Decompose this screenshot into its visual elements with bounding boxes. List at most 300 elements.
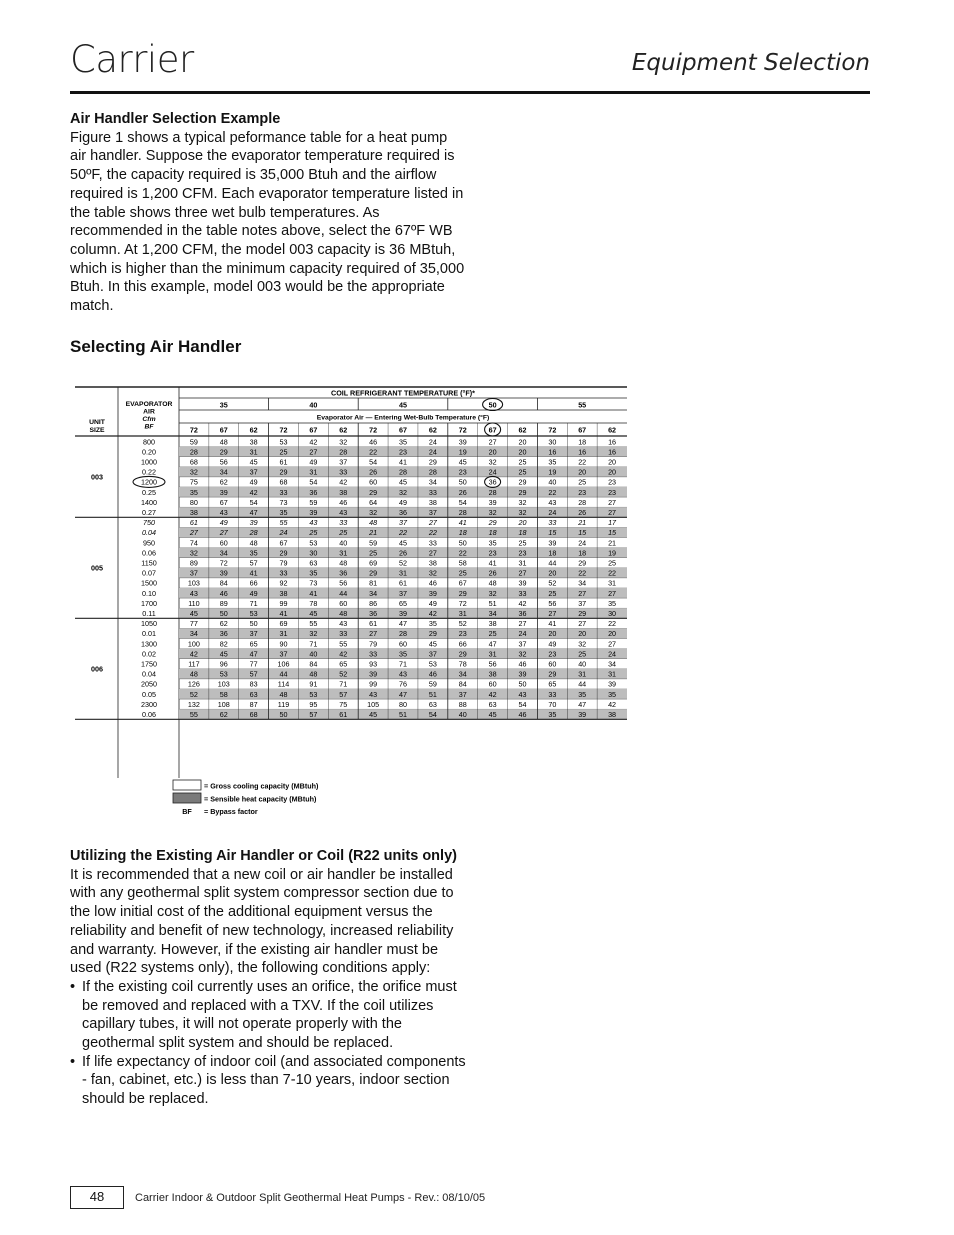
gross-capacity-cell: 50 xyxy=(458,477,467,487)
sensible-capacity-cell: 43 xyxy=(339,508,348,517)
gross-capacity-cell: 33 xyxy=(428,538,437,548)
gross-capacity-cell: 34 xyxy=(608,659,617,669)
gross-capacity-cell: 69 xyxy=(369,558,378,568)
gross-capacity-cell: 95 xyxy=(309,699,318,709)
sensible-capacity-cell: 38 xyxy=(189,508,198,517)
sensible-capacity-cell: 18 xyxy=(518,528,527,538)
gross-capacity-cell: 61 xyxy=(189,518,198,528)
unit-size: 003 xyxy=(91,472,103,482)
sensible-capacity-cell: 37 xyxy=(428,649,437,659)
sensible-capacity-cell: 41 xyxy=(249,568,258,578)
gross-capacity-cell: 52 xyxy=(399,558,407,568)
sensible-capacity-cell: 48 xyxy=(339,609,348,618)
gross-capacity-cell: 39 xyxy=(458,437,467,447)
sensible-capacity-cell: 20 xyxy=(608,629,617,639)
gross-capacity-cell: 29 xyxy=(578,558,587,568)
gross-capacity-cell: 18 xyxy=(578,437,587,447)
sensible-capacity-cell: 27 xyxy=(189,528,198,538)
gross-capacity-cell: 52 xyxy=(458,619,467,629)
gross-capacity-cell: 39 xyxy=(608,679,617,689)
gross-capacity-cell: 42 xyxy=(339,477,348,487)
sensible-capacity-cell: 31 xyxy=(249,447,258,457)
sensible-capacity-cell: 43 xyxy=(189,588,198,598)
bullet-text: If the existing coil currently uses an orifice, the orifice must be removed and replaced with a TXV. If the coil utilizes capillary tubes, it will not operate properly with the geothermal split system and should be replaced. xyxy=(82,978,457,1052)
sensible-capacity-cell: 18 xyxy=(548,548,557,558)
gross-capacity-cell: 73 xyxy=(279,497,288,507)
wetbulb-col-header: 72 xyxy=(548,425,557,435)
gross-capacity-cell: 20 xyxy=(518,437,527,447)
sensible-capacity-cell: 42 xyxy=(339,649,348,659)
gross-capacity-cell: 37 xyxy=(578,598,587,608)
sensible-capacity-cell: 29 xyxy=(279,548,288,558)
sensible-capacity-cell: 37 xyxy=(399,588,407,598)
existing-body: It is recommended that a new coil or air handler be installed with any geothermal split system compressor section due to the low initial cost of the additional equipment versus the reliability and benefit of new technology, increased reliability and warranty. However, if the existing air handler must be used (R22 systems only), the following conditions apply: xyxy=(70,866,454,977)
sensible-capacity-cell: 32 xyxy=(399,487,407,497)
gross-capacity-cell: 69 xyxy=(279,619,288,629)
sensible-capacity-cell: 30 xyxy=(309,548,318,558)
sensible-capacity-cell: 28 xyxy=(428,467,437,477)
gross-capacity-cell: 22 xyxy=(578,457,587,467)
sensible-capacity-cell: 26 xyxy=(578,508,587,517)
sensible-capacity-cell: 28 xyxy=(458,508,467,517)
sensible-capacity-cell: 20 xyxy=(578,467,587,477)
unit-header: SIZE xyxy=(89,427,105,434)
cfm-value: 1000 xyxy=(141,457,157,467)
sensible-capacity-cell: 32 xyxy=(369,508,378,517)
gross-capacity-cell: 35 xyxy=(608,598,617,608)
gross-capacity-cell: 87 xyxy=(249,699,258,709)
gross-capacity-cell: 58 xyxy=(458,558,467,568)
gross-capacity-cell: 46 xyxy=(428,578,437,588)
sensible-capacity-cell: 23 xyxy=(518,548,527,558)
gross-capacity-cell: 60 xyxy=(339,598,348,608)
wetbulb-col-header: 67 xyxy=(219,425,228,435)
sensible-capacity-cell: 28 xyxy=(189,447,198,457)
gross-capacity-cell: 17 xyxy=(608,518,617,528)
sensible-capacity-cell: 57 xyxy=(309,710,318,719)
gross-capacity-cell: 40 xyxy=(548,477,557,487)
sensible-capacity-cell: 28 xyxy=(249,528,258,538)
sensible-capacity-cell: 28 xyxy=(488,487,497,497)
existing-air-handler-section xyxy=(70,847,470,1109)
cfm-value: 750 xyxy=(143,518,155,528)
sensible-capacity-cell: 45 xyxy=(309,609,318,618)
gross-capacity-cell: 37 xyxy=(339,457,348,467)
wetbulb-col-header: 67 xyxy=(488,425,497,435)
gross-capacity-cell: 100 xyxy=(187,639,200,649)
sensible-capacity-cell: 33 xyxy=(279,568,288,578)
gross-capacity-cell: 79 xyxy=(369,639,378,649)
sensible-capacity-cell: 51 xyxy=(428,689,437,699)
gross-capacity-cell: 28 xyxy=(578,497,587,507)
cfm-value: 1500 xyxy=(141,578,157,588)
gross-capacity-cell: 67 xyxy=(458,578,467,588)
coil-temp: 35 xyxy=(219,400,228,410)
sensible-capacity-cell: 23 xyxy=(608,487,617,497)
sensible-capacity-cell: 40 xyxy=(458,710,467,719)
gross-capacity-cell: 25 xyxy=(518,538,527,548)
sensible-capacity-cell: 16 xyxy=(608,447,617,457)
gross-capacity-cell: 45 xyxy=(249,457,258,467)
sensible-capacity-cell: 39 xyxy=(309,508,318,517)
gross-capacity-cell: 65 xyxy=(339,659,348,669)
sensible-capacity-cell: 29 xyxy=(219,447,228,457)
sensible-capacity-cell: 20 xyxy=(548,629,557,639)
gross-capacity-cell: 72 xyxy=(219,558,228,568)
sensible-capacity-cell: 19 xyxy=(548,467,557,477)
sensible-capacity-cell: 53 xyxy=(309,689,318,699)
gross-capacity-cell: 24 xyxy=(428,437,437,447)
gross-capacity-cell: 74 xyxy=(189,538,198,548)
sensible-capacity-cell: 32 xyxy=(309,629,318,639)
sensible-capacity-cell: 27 xyxy=(309,447,318,457)
gross-capacity-cell: 49 xyxy=(428,598,437,608)
gross-capacity-cell: 27 xyxy=(608,497,617,507)
cfm-value: 2050 xyxy=(141,679,157,689)
sensible-capacity-cell: 50 xyxy=(279,710,288,719)
gross-capacity-cell: 55 xyxy=(279,518,288,528)
sensible-capacity-cell: 35 xyxy=(608,689,617,699)
gross-capacity-cell: 132 xyxy=(187,699,200,709)
sensible-capacity-cell: 23 xyxy=(399,447,407,457)
coil-temp: 50 xyxy=(488,400,497,410)
gross-capacity-cell: 71 xyxy=(339,679,348,689)
gross-capacity-cell: 67 xyxy=(279,538,288,548)
sensible-capacity-cell: 33 xyxy=(339,467,348,477)
cfm-value: 1400 xyxy=(141,497,157,507)
gross-capacity-cell: 39 xyxy=(488,497,497,507)
bf-value: 0.20 xyxy=(142,447,156,457)
gross-capacity-cell: 62 xyxy=(219,477,228,487)
sensible-capacity-cell: 31 xyxy=(339,548,348,558)
evaporator-header: EVAPORATOR xyxy=(125,401,173,408)
cfm-value: 1200 xyxy=(141,477,157,487)
gross-capacity-cell: 83 xyxy=(249,679,258,689)
sensible-capacity-cell: 45 xyxy=(369,710,378,719)
sensible-capacity-cell: 24 xyxy=(488,467,497,477)
gross-capacity-cell: 65 xyxy=(399,598,407,608)
gross-capacity-cell: 35 xyxy=(399,437,407,447)
gross-capacity-cell: 53 xyxy=(309,538,318,548)
gross-capacity-cell: 38 xyxy=(428,497,437,507)
gross-capacity-cell: 38 xyxy=(428,558,437,568)
sensible-capacity-cell: 32 xyxy=(428,568,437,578)
gross-capacity-cell: 29 xyxy=(428,457,437,467)
gross-capacity-cell: 110 xyxy=(188,598,200,608)
sensible-capacity-cell: 46 xyxy=(518,710,527,719)
sensible-capacity-cell: 27 xyxy=(608,588,617,598)
gross-capacity-cell: 70 xyxy=(548,699,557,709)
gross-capacity-cell: 84 xyxy=(309,659,318,669)
gross-capacity-cell: 37 xyxy=(518,639,527,649)
sensible-capacity-cell: 25 xyxy=(548,588,557,598)
gross-capacity-cell: 53 xyxy=(428,659,437,669)
wetbulb-col-header: 62 xyxy=(608,425,617,435)
gross-capacity-cell: 71 xyxy=(399,659,407,669)
gross-capacity-cell: 42 xyxy=(518,598,527,608)
sensible-capacity-cell: 16 xyxy=(578,447,587,457)
sensible-capacity-cell: 39 xyxy=(219,568,228,578)
gross-capacity-cell: 59 xyxy=(309,497,318,507)
gross-capacity-cell: 25 xyxy=(608,558,617,568)
gross-capacity-cell: 34 xyxy=(578,578,587,588)
gross-capacity-cell: 68 xyxy=(279,477,288,487)
wetbulb-col-header: 62 xyxy=(518,425,527,435)
gross-capacity-cell: 78 xyxy=(458,659,467,669)
gross-capacity-cell: 71 xyxy=(309,639,318,649)
gross-capacity-cell: 27 xyxy=(578,619,587,629)
sensible-capacity-cell: 25 xyxy=(518,467,527,477)
wetbulb-col-header: 67 xyxy=(399,425,407,435)
gross-capacity-cell: 73 xyxy=(309,578,318,588)
gross-capacity-cell: 39 xyxy=(518,578,527,588)
sensible-capacity-cell: 29 xyxy=(369,487,378,497)
gross-capacity-cell: 48 xyxy=(339,558,348,568)
sensible-capacity-cell: 35 xyxy=(548,710,557,719)
sensible-capacity-cell: 24 xyxy=(428,447,437,457)
bf-value: 0.07 xyxy=(142,568,156,578)
gross-capacity-cell: 63 xyxy=(488,699,497,709)
legend-sensible: = Sensible heat capacity (MBtuh) xyxy=(204,794,317,804)
gross-capacity-cell: 56 xyxy=(219,457,228,467)
sensible-capacity-cell: 27 xyxy=(219,528,228,538)
sensible-capacity-cell: 39 xyxy=(399,609,407,618)
gross-capacity-cell: 46 xyxy=(518,659,527,669)
sensible-capacity-cell: 22 xyxy=(548,487,557,497)
existing-heading: Utilizing the Existing Air Handler or Coil (R22 units only) xyxy=(70,848,457,864)
sensible-capacity-cell: 24 xyxy=(608,649,617,659)
coil-temp: 45 xyxy=(399,400,407,410)
sensible-capacity-cell: 22 xyxy=(369,447,378,457)
sensible-capacity-cell: 48 xyxy=(279,689,288,699)
gross-capacity-cell: 64 xyxy=(369,497,378,507)
coil-temp-header: COIL REFRIGERANT TEMPERATURE (°F)* xyxy=(331,388,475,398)
gross-capacity-cell: 56 xyxy=(488,659,497,669)
gross-capacity-cell: 46 xyxy=(339,497,348,507)
sensible-capacity-cell: 34 xyxy=(189,629,198,639)
sensible-capacity-cell: 53 xyxy=(219,669,228,679)
sensible-capacity-cell: 34 xyxy=(488,609,497,618)
evaporator-header: Cfm xyxy=(142,416,156,423)
sensible-capacity-cell: 32 xyxy=(518,649,527,659)
sensible-capacity-cell: 15 xyxy=(548,528,557,538)
gross-capacity-cell: 47 xyxy=(578,699,587,709)
sensible-capacity-cell: 34 xyxy=(219,467,228,477)
sensible-capacity-cell: 39 xyxy=(578,710,587,719)
bf-value: 0.06 xyxy=(142,548,156,558)
gross-capacity-cell: 44 xyxy=(578,679,587,689)
gross-capacity-cell: 67 xyxy=(219,497,228,507)
sensible-capacity-cell: 35 xyxy=(249,548,258,558)
sensible-capacity-cell: 20 xyxy=(608,467,617,477)
sensible-capacity-cell: 18 xyxy=(488,528,497,538)
gross-capacity-cell: 32 xyxy=(518,497,527,507)
gross-capacity-cell: 86 xyxy=(369,598,378,608)
sensible-capacity-cell: 25 xyxy=(369,548,378,558)
gross-capacity-cell: 66 xyxy=(458,639,467,649)
gross-capacity-cell: 40 xyxy=(578,659,587,669)
sensible-capacity-cell: 44 xyxy=(339,588,348,598)
sensible-capacity-cell: 28 xyxy=(339,447,348,457)
gross-capacity-cell: 55 xyxy=(339,639,348,649)
gross-capacity-cell: 61 xyxy=(369,619,378,629)
wetbulb-col-header: 72 xyxy=(189,425,198,435)
sensible-capacity-cell: 45 xyxy=(189,609,198,618)
bf-value: 0.02 xyxy=(142,649,156,659)
gross-capacity-cell: 33 xyxy=(339,518,348,528)
sensible-capacity-cell: 23 xyxy=(458,629,467,639)
sensible-capacity-cell: 47 xyxy=(249,649,258,659)
gross-capacity-cell: 44 xyxy=(548,558,557,568)
gross-capacity-cell: 56 xyxy=(548,598,557,608)
gross-capacity-cell: 48 xyxy=(488,578,497,588)
gross-capacity-cell: 89 xyxy=(219,598,228,608)
gross-capacity-cell: 71 xyxy=(249,598,258,608)
sensible-capacity-cell: 49 xyxy=(249,588,258,598)
sensible-capacity-cell: 29 xyxy=(428,629,437,639)
sensible-capacity-cell: 19 xyxy=(458,447,467,457)
gross-capacity-cell: 32 xyxy=(578,639,587,649)
sensible-capacity-cell: 27 xyxy=(548,609,557,618)
sensible-capacity-cell: 37 xyxy=(428,508,437,517)
sensible-capacity-cell: 37 xyxy=(249,629,258,639)
conditions-list xyxy=(70,978,470,1109)
sensible-capacity-cell: 18 xyxy=(578,548,587,558)
gross-capacity-cell: 40 xyxy=(339,538,348,548)
gross-capacity-cell: 63 xyxy=(428,699,437,709)
sensible-capacity-cell: 33 xyxy=(369,649,378,659)
gross-capacity-cell: 47 xyxy=(399,619,407,629)
sensible-capacity-cell: 40 xyxy=(309,649,318,659)
sensible-capacity-cell: 23 xyxy=(578,487,587,497)
bf-value: 0.10 xyxy=(142,588,156,598)
gross-capacity-cell: 108 xyxy=(217,699,230,709)
gross-capacity-cell: 114 xyxy=(277,679,290,689)
legend-bf: = Bypass factor xyxy=(204,807,258,816)
legend-gross: = Gross cooling capacity (MBtuh) xyxy=(204,781,319,791)
gross-capacity-cell: 33 xyxy=(548,518,557,528)
gross-capacity-cell: 80 xyxy=(189,497,198,507)
gross-capacity-cell: 25 xyxy=(578,477,587,487)
sensible-capacity-cell: 31 xyxy=(608,669,617,679)
gross-capacity-cell: 81 xyxy=(369,578,378,588)
gross-capacity-cell: 34 xyxy=(428,477,437,487)
sensible-capacity-cell: 23 xyxy=(548,649,557,659)
gross-capacity-cell: 76 xyxy=(399,679,407,689)
gross-capacity-cell: 45 xyxy=(428,639,437,649)
sensible-capacity-cell: 29 xyxy=(548,669,557,679)
gross-capacity-cell: 45 xyxy=(399,477,407,487)
gross-capacity-cell: 42 xyxy=(309,437,318,447)
sensible-capacity-cell: 23 xyxy=(488,548,497,558)
gross-capacity-cell: 54 xyxy=(458,497,467,507)
cfm-value: 1050 xyxy=(141,619,157,629)
cfm-value: 1300 xyxy=(141,639,157,649)
sensible-capacity-cell: 54 xyxy=(428,710,437,719)
sensible-capacity-cell: 33 xyxy=(518,588,527,598)
gross-capacity-cell: 25 xyxy=(518,457,527,467)
bf-value: 0.04 xyxy=(142,528,156,538)
sensible-capacity-cell: 26 xyxy=(458,487,467,497)
sensible-capacity-cell: 37 xyxy=(189,568,198,578)
gross-capacity-cell: 52 xyxy=(548,578,557,588)
gross-capacity-cell: 49 xyxy=(219,518,228,528)
bf-value: 0.27 xyxy=(142,508,156,517)
sensible-capacity-cell: 48 xyxy=(309,669,318,679)
gross-capacity-cell: 72 xyxy=(458,598,467,608)
gross-capacity-cell: 119 xyxy=(277,699,290,709)
brand-logo: Carrier xyxy=(70,38,194,81)
sensible-capacity-cell: 37 xyxy=(458,689,467,699)
sensible-capacity-cell: 33 xyxy=(279,487,288,497)
page-number: 48 xyxy=(70,1186,124,1209)
gross-capacity-cell: 27 xyxy=(488,437,497,447)
gross-capacity-cell: 77 xyxy=(249,659,258,669)
sensible-capacity-cell: 25 xyxy=(279,447,288,457)
sensible-capacity-cell: 29 xyxy=(279,467,288,477)
coil-temp: 40 xyxy=(309,400,318,410)
gross-capacity-cell: 38 xyxy=(488,619,497,629)
gross-capacity-cell: 27 xyxy=(428,518,437,528)
sensible-capacity-cell: 39 xyxy=(219,487,228,497)
bf-value: 0.04 xyxy=(142,669,156,679)
gross-capacity-cell: 78 xyxy=(309,598,318,608)
wetbulb-col-header: 67 xyxy=(309,425,318,435)
sensible-capacity-cell: 32 xyxy=(488,508,497,517)
sensible-capacity-cell: 18 xyxy=(458,528,467,538)
gross-capacity-cell: 82 xyxy=(219,639,228,649)
selecting-heading: Selecting Air Handler xyxy=(70,337,242,356)
sensible-capacity-cell: 29 xyxy=(518,487,527,497)
sensible-capacity-cell: 41 xyxy=(279,609,288,618)
gross-capacity-cell: 49 xyxy=(249,477,258,487)
gross-capacity-cell: 103 xyxy=(187,578,200,588)
section-title: Equipment Selection xyxy=(631,50,870,76)
cfm-value: 1750 xyxy=(141,659,157,669)
gross-capacity-cell: 54 xyxy=(249,497,258,507)
gross-capacity-cell: 92 xyxy=(279,578,288,588)
gross-capacity-cell: 48 xyxy=(219,437,228,447)
gross-capacity-cell: 43 xyxy=(548,497,557,507)
sensible-capacity-cell: 22 xyxy=(428,528,437,538)
sensible-capacity-cell: 27 xyxy=(428,548,437,558)
gross-capacity-cell: 61 xyxy=(399,578,407,588)
sensible-capacity-cell: 22 xyxy=(578,568,587,578)
unit-size: 006 xyxy=(91,664,103,674)
gross-capacity-cell: 36 xyxy=(488,477,497,487)
sensible-capacity-cell: 22 xyxy=(399,528,407,538)
sensible-capacity-cell: 30 xyxy=(608,609,617,618)
gross-capacity-cell: 22 xyxy=(608,619,617,629)
sensible-capacity-cell: 27 xyxy=(578,588,587,598)
gross-capacity-cell: 46 xyxy=(369,437,378,447)
sensible-capacity-cell: 53 xyxy=(249,609,258,618)
gross-capacity-cell: 20 xyxy=(518,518,527,528)
sensible-capacity-cell: 31 xyxy=(309,467,318,477)
cfm-value: 1700 xyxy=(141,598,157,608)
unit-size: 005 xyxy=(91,563,103,573)
gross-capacity-cell: 49 xyxy=(399,497,407,507)
sensible-capacity-cell: 33 xyxy=(339,629,348,639)
sensible-capacity-cell: 58 xyxy=(219,689,228,699)
gross-capacity-cell: 30 xyxy=(548,437,557,447)
gross-capacity-cell: 61 xyxy=(279,457,288,467)
gross-capacity-cell: 41 xyxy=(548,619,557,629)
gross-capacity-cell: 29 xyxy=(518,477,527,487)
sensible-capacity-cell: 51 xyxy=(399,710,407,719)
gross-capacity-cell: 99 xyxy=(279,598,288,608)
bullet-icon: • xyxy=(70,1053,76,1070)
